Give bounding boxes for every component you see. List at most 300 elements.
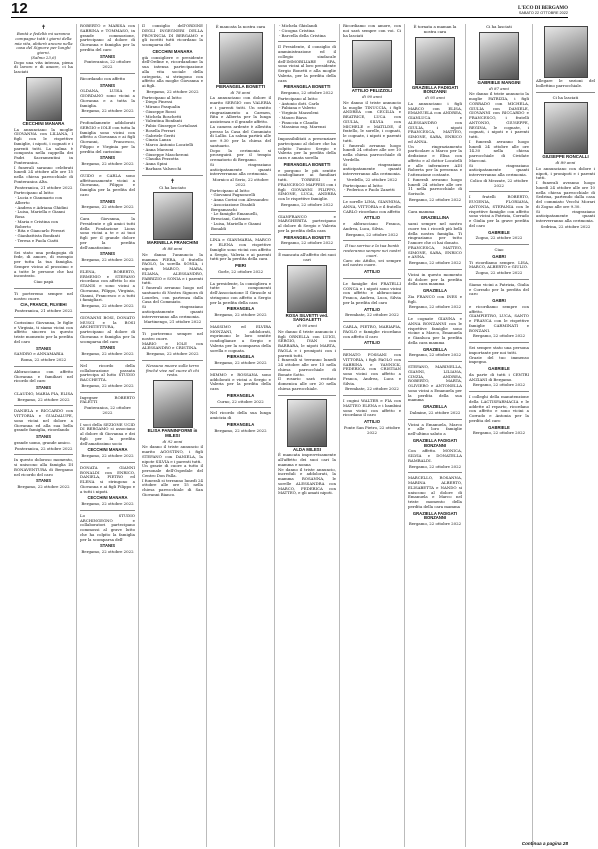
notice-text: Il consiglio dell'ORDINE DEGLI INGEGNERI DELLA PROVINCIA DI BERGAMO e gli iscritti tutti ricordano la scomparsa del [142,23,203,47]
divider [80,116,135,118]
portrait-photo [153,192,193,240]
participant: - Virginio Mazzoleni [279,110,319,115]
notice-date: Ponteranica, 22 ottobre 2022 [14,445,73,451]
deceased-short-name: ATTILIO [364,306,380,312]
deceased-short-name: GRAZIELLINA [420,215,450,221]
notice-text: Ne danno il triste annuncio, increduli e addolorati, la mamma ROSANNA, le sorelle ALESSANDRA con MARCO, FEDERICA con MATTEO, e gli amati nipoti. [278,466,336,496]
deceased-short-name: STANIS [99,543,116,549]
notice-text: Un grazie di cuore a tutto il personale dell'Ospedale del Centro Don Palla. [142,463,203,478]
participant: - Luisa, Mariella e Gianni Bonaldi [211,220,261,231]
divider [80,509,135,511]
notice-text: Caro zio Attilio, sei sempre nel nostro cuore. [343,257,401,268]
notice-date: Bergamo, 22 ottobre 2022 [408,521,462,526]
deceased-short-name: GRAZIELLA [423,404,447,409]
notice-date: Bergamo, 22 ottobre 2022 [472,333,526,339]
deceased-short-name: ATTILIO [364,215,380,221]
deceased-short-name: STANIS [99,198,116,204]
notice-text: La camera ardente è allestita presso la Casa del Commiato di Lallio. La salma partirà alle ore 9.30 per la chiesa del santuario. [210,123,271,148]
notice-intro: Ci ha lasciati [552,94,579,100]
masthead-right [518,6,568,16]
deceased-short-name: PIERANGELA [226,421,255,427]
divider [469,243,529,245]
deceased-age: di 88 anni [162,246,183,251]
participant: - Anna Marzoni [143,146,174,152]
notice-text: È mancata improvvisamente all'affetto dei suoi cari la mamma e nonna [278,452,336,467]
participant: - Giovanni Pagnoncelli [211,192,256,198]
notice-text: Impossibilitati a presenziare partecipano al dolore che ha colpito l'amico Sergio e Valeria per la perdita della cara e amata sorella [278,136,336,160]
verse: Nessuno muore sulla terra finché vive nel cuore di chi resta. [145,362,200,378]
column-1 [11,24,77,847]
notice-text: Le cognate GIANNA e ANNA BONZANNI con le rispettive famiglie sono vicine a Marco, Emanuela e Gianluca per la perdita della cara mamma [408,316,462,345]
notice-intro: Ci ha lasciato [159,184,186,190]
notice-date: Bergamo, 22 ottobre 2022 [345,231,399,237]
deceased-name: ATTILIO PELIZZOLI [351,88,393,94]
notice-date: Roma, 22 ottobre 2022 [20,357,67,362]
deceased-full-name: PIERANGELA BONETTI [283,234,331,240]
participant: - Teresa e Paola Ciatti [15,237,59,243]
notice-text: MARIO e IOLE con ALESSANDRO e CRISTINA. [142,340,203,351]
notice-signature: CIA, FRANCE, FILVIEHI [20,302,67,308]
divider [14,287,73,289]
notice-date: Bergamo, 22 ottobre 2022 [408,352,462,358]
notice-text: Nel ricordo della collaborazione passata partecipa al lutto STUDIO BACCHETTA. [80,362,135,382]
notice-date: Bergamo, 22 ottobre 2022 [408,304,462,310]
notice-date: Zogno, 22 ottobre 2022 [475,270,523,275]
participant: - Gianbattista Bonfanti [15,233,60,238]
participant: - Maria e Cristina con Roberto [15,218,59,229]
participants-list [14,196,73,244]
deceased-short-name: ATTILIO [364,340,380,346]
notice-date: Colico di Mezzate, 22 ottobre 2022 [469,177,529,188]
notice-text: Cara mamma [408,208,435,214]
participant: - Gabriele Geriti [143,132,175,138]
divider [80,391,135,393]
deceased-short-name: STANIS [99,251,116,257]
deceased-full-name: PIERANGELA BONETTI [283,161,331,167]
notice-text: Allegare le sezioni del bollettino parrocchiale. [536,78,595,88]
deceased-age: di 90 anni [297,323,317,328]
divider [210,277,271,279]
participant: - Cicogna Cristina [279,27,315,33]
participant: - Cinzia Lanza [143,137,171,143]
deceased-age: di 95 anni [425,95,445,100]
notice-date: Ponte San Pietro, 22 ottobre 2022 [343,424,401,435]
notice-date: Bergamo, 22 ottobre 2022 [81,108,134,114]
notice-text: Il Presidente, il consiglio di amministrazione ed il collegio sindacale dell'IMMOBILIARE SPA, sono vicini al loro presidente Sergio Bonetti e alla moglie Valeria, per la perdita della cara [278,44,336,83]
notice-text: Ne danno il triste annuncio il marito AGOSTINO, i figli STEFANO con DANIELA, la nipote SILVIA e i parenti tutti. [142,444,203,464]
notice-date: Bergamo, 22 ottobre 2022 [472,430,526,436]
notice-date: Bergamo, 22 ottobre 2022 [81,204,134,210]
notice-text: MIMMO e ROSSANA sono addolorati e vicini a Sergio e Valeria per la perdita della cara [210,371,271,391]
deceased-short-name: PIERANGELA [226,392,255,398]
portrait-photo [219,32,263,84]
deceased-short-name: GABRIELE [488,229,510,235]
columns [11,23,595,847]
notice-text: I funerali avranno luogo lunedì 24 ottobre alle ore 11 nella parrocchiale di Sorisole. [408,176,462,196]
notice-date: Bergamo, 22 ottobre 2022 [81,501,134,506]
participants-list [142,100,203,171]
notice-text: I funerali avranno luogo lunedì 24 ottobre alle ore 14.30 nella chiesa parrocchiale di Cividate Marconi. [469,138,529,163]
divider [210,320,271,322]
notice-text: I funerali avranno luogo lunedì 24 ottobre alle ore 10 nella chiesa parrocchiale di Sedrina, partendo dalla casa del commiato Vecchi Morari di Zogno alle ore 9.30. [536,180,595,209]
participant: - Fabiana e Valerio [279,105,316,111]
deceased-full-name: PIERANGELA BONETTI [283,84,331,90]
notice-text: Le famiglie dei FRATELLI CONCA e i nipoti sono vicini con affetto e abbracciano Franca, Andrea, Luca, Silvia per la perdita del caro [343,280,401,305]
notice-text: Sei sempre stato una persona importante per noi tutti. [469,345,529,355]
notice-date: Bergamo, 22 ottobre 2022 [280,90,334,95]
divider [469,278,529,280]
notice-date: Bergamo, 22 ottobre 2022 [81,549,134,554]
notice-text: Ne danno il triste annuncio la moglie PATRIZIA, i figli CORRADO con MICHELA, GIULIA con DANIELE, GIOVANNI con RICCARDO e FRANCESCO, i fratelli ANTONIO, GIUSEPPE, REGINA, le cognate, i cognati, i nipoti e i parenti tutti. [469,91,529,139]
deceased-short-name: GABRI [492,253,506,259]
notice-text: La presidente, la consigliera e tutte le componenti dell'Associazione Il Girasole si stringono con affetto a Sergio per la perdita della cara [210,280,271,305]
notice-text: I funerali avranno luogo lunedì 24 ottobre alle ore 10 nella chiesa parrocchiale di Verdello. [343,142,401,162]
notice-date: Gorle, 22 ottobre 2022 [217,268,264,274]
deceased-name: GABRIELE MANGINI [477,79,521,85]
deceased-short-name: STANIS [35,478,52,484]
divider [142,359,203,361]
deceased-short-name: STANIS [35,345,52,351]
divider [80,311,135,313]
notice-text: Dopo la cerimonia si proseguirà per il tempio crematorio di Bergamo. [210,147,271,162]
notice-text: Si ringraziano anticipatamente quanti interverranno alla cerimonia. [210,161,271,177]
notice-text: Lo STUDIO ARCHINGEGNO e collaboratori partecipano commossi al grave lutto che ha colpito la famiglia per la scomparsa dell' [80,512,135,542]
notice-date: Bergamo, 22 ottobre 2022 [81,351,134,356]
portrait-photo [287,399,327,447]
notice-text: Un ringraziamento particolare a Marco per la dedizione e Elisa con affetto e al dottor Locatelli e alle infermiere ADI Roberta per la presenza e l'attenzione costante. [408,143,462,177]
divider [408,471,462,473]
participant: - Valentina Bonfanti [143,118,183,124]
notice-text: Ti porteremo sempre nel nostro cuore. [142,331,203,341]
notice-text: Ciao [494,247,504,252]
verse: Bontà e fedeltà mi saranno compagne tutti i giorni della mia vita, abiterò ancora nella casa del Signore per lunghi giorni. [14,31,73,55]
divider [80,359,135,361]
portrait-photo [415,37,455,85]
portrait-photo [479,32,519,80]
divider [278,248,336,250]
notice-text: e ricordiamo sempre con affetto. [469,303,529,314]
participant: - Fabio Giuseppe Cortalozzi [143,123,198,128]
participant: - Giuseppe Mascheroni [143,151,189,157]
notice-intro: È tornata a maman la nostra cara [413,24,457,34]
divider [80,169,135,171]
deceased-age: di 87 anni [489,85,509,91]
divider [343,348,401,350]
participant: - Luisa, Mariella e Gianni Rosa [15,209,65,219]
notice-date: Ponteranica, 22 ottobre 2022 [84,405,131,415]
deceased-full-name: CECCHINI MANARA [87,447,128,453]
cross-icon: ✝ [169,177,176,185]
column-2 [77,24,139,847]
divider [343,320,401,322]
notice-text: Grazie del tuo immenso impegno. [469,354,529,365]
divider [343,394,401,396]
notice-text: I cugini WALTER e FIA con MATTEO ELENA e i bambini sono vicini con affetto e ricordano il caro [343,398,401,418]
notice-text: LINA e GIANMARIA, MARCO e ELENA con rispettive famiglie sono vicini con affetto a Sergio, Valeria e ai parenti tutti per la perdita della cara [210,237,271,262]
divider [278,394,336,396]
deceased-short-name: STANIS [99,155,116,161]
participants-heading: Partecipano al lutto: [210,187,251,193]
divider [469,390,529,392]
notice-text: Ne danno il triste annuncio la moglie TINUCCIA, i figli ANDREA con CECILIA e BEATRICE, LUCA con GIULIA, SILVIA con MICHELE e MATILDE, il fratello, le sorelle, i cognati, le cognate, i nipoti e parenti tutti. [343,99,401,143]
notice-text: FRANCESCA, MATTEO, SIMONE, SARA, ENRICO e ANNA. [408,244,462,260]
participant: - Massimo rag. Marenzi [279,124,326,130]
notice-date: Zogno, 22 ottobre 2022 [475,235,523,241]
notice-text: Si ringraziano anticipatamente quanti interverranno alla cerimonia. [536,208,595,223]
notice-intro: Ci ha lasciati [486,24,512,29]
notice-text: Corissimo Giovanna, le figlie e Virginia, ti siamo vicini con affetto sincero in questo triste momento per la perdita del caro [14,319,73,344]
deceased-name: GIUSEPPE RONCALLI [542,154,589,160]
notice-date: Bergamo, 22 ottobre 2022 [280,201,334,207]
deceased-short-name: PIERANGELA [226,354,255,360]
notice-text: Con affetto. MONICA, SILVIA e DONATELLA RAMBALDI. [408,448,462,463]
divider [80,212,135,214]
deceased-age: di 90 anni [362,94,382,99]
notice-text: CLAUDIO, MARIA PIA, ELISA [14,390,73,396]
continued-on-page: Continua a pagina 28 [521,841,568,847]
notice-date: Curno, 22 ottobre 2022 [217,398,264,404]
deceased-short-name: GRAZIELLA [423,288,447,293]
notice-date: Bergamo, 22 ottobre 2022 [280,240,334,246]
divider [80,265,135,267]
notice-text: MASSIMO ed ELVIRA MONZANI, addolorati, esprimono le loro sentite condoglianze a Sergio e Valeria per la scomparsa della sorella e cognata. [210,323,271,353]
notice-date: Bergamo, 22 ottobre 2022 [214,360,267,365]
notice-text: I soci della SEZIONE UCID DI BERGAMO si associano al dolore di Giovanna e dei figli per la perdita dell'amatissimo socio [80,421,135,446]
divider [142,327,203,329]
participant: - Federica e Paolo Zanetti [344,187,395,193]
notice-date: Verdello, 22 ottobre 2022 [346,176,398,182]
notice-text: Zia FRANCO con INES e figli. [408,293,462,304]
notice-date: Bergamo, 22 ottobre 2022 [146,351,199,356]
notice-date: Bergamo, 22 ottobre 2022 [81,257,134,262]
participant: - Anna Corini con Alessandro [211,197,269,202]
notice-intro: Ricordiamo con amore, con noi sarà sempre con voi. Ci ha lasciati [343,23,401,38]
divider [142,174,203,176]
divider [343,239,401,241]
participants-heading: Partecipano al lutto: [142,94,183,100]
divider [80,72,135,74]
deceased-short-name: STANIS [35,385,52,390]
deceased-short-name: STANIS [99,345,116,351]
issue-date: SABATO 22 OTTOBRE 2022 [518,11,568,15]
deceased-full-name: GRAZIELLA FADIGATI BONZANNI [412,510,458,521]
notice-text: Si ringraziano anticipatamente quanti interverranno alla cerimonia. [469,162,529,177]
participant: - Barbara Valsecchi [143,165,182,171]
notice-text: Sei stato una pedagogia di fede, di amore, di esempio per tutta la tua famiglia. Sempre vicino al prossimo e a tutte le persone che hai incontrato. [14,249,73,279]
deceased-age: di 89 anni [555,160,576,165]
deceased-short-name: GABRIELE [488,366,510,371]
deceased-age: di 92 anni [162,438,183,444]
notice-intro: Dopo una vita intensa, piena di lavoro e di amore, ci ha lasciati [14,59,73,74]
participant: - Michela Boschetti [143,113,182,119]
divider [278,40,336,42]
notice-date: Ponteranica, 21 ottobre 2022 [14,184,73,190]
divider [210,233,271,235]
notice-text: I funerali avranno luogo nel santuario di Nostra Signora di Lourdes, con partenza dalla Casa del Commiato. [142,285,203,305]
participants-list [210,193,271,231]
notice-text: Vicini a Emanuela, Marco e alle loro famiglie nell'ultimo saluto a [408,421,462,436]
notice-text: Ne danno il triste annuncio i figli ORNELLA con LUIGI, SERGIO, IVAN con BARBARA, le nipoti MARTA, PAOLA e i pronipoti con i parenti tutti. [278,328,336,358]
participant: - Barcella della Cristina [279,32,326,38]
participant: - Michela Ghislandi [279,23,318,28]
notice-text: e abbracciano Franca, Andrea, Luca, Silvia. [343,221,401,231]
notice-text: ROBERTO e MARISA con SABRINA e TOMMASO, in grande commozione, partecipano al dolore di Giovanna e famiglia per la perdita del caro [80,23,135,52]
divider [408,268,462,270]
participants-heading: Partecipano al lutto: [14,190,55,196]
participants-heading: Partecipano al lutto: [278,95,319,101]
notice-date: Bergamo, 22 ottobre 2022 [17,484,70,489]
participant: - Claudia Pezzotta [143,156,179,162]
deceased-short-name: GABRI [492,298,506,303]
divider [14,365,73,367]
notice-text: Il rosario sarà recitato domenica alle ore 20 nella chiesa parrocchiale. [278,376,336,391]
notice-text: La annunciano la moglie GIOVANNA con LILIANA, I figli con le rispettive famiglie, i nipoti, i cognati e i parenti tutti. La salma è composta nella cappella dei Padri Sacramentini in Ponteranica. [14,126,73,165]
notice-date: Bergamo, 22 ottobre 2022 [81,303,134,308]
notice-text: Ne danno l'annuncio la mamma PIERA, il fratello PAOLO, la sorella SONIA, i nipoti MARCO, MARA, ELIANA, ALESSANDRO, FABRIZIO e SONIA e i parenti tutti. [142,251,203,286]
notice-text: sarai sempre nel nostro cuore tra i ricordi più belli della nostra famiglia. Ti ringraziamo per tutto l'amore che ci hai donato. [408,221,462,245]
notice-text: Ingegner ROBERTO FALETTI [80,394,135,405]
divider [408,418,462,420]
divider [278,210,336,212]
notice-intro: È mancata all'affetto dei suoi cari [278,252,336,262]
participants-list [343,188,401,193]
participant: - Rita e Giancarlo Ferrari [15,228,65,234]
participant: - Pinuccia e Claudio [279,119,319,125]
notice-text: Ricordando con affetto [80,75,126,81]
portrait-photo [287,265,327,313]
divider [343,195,401,197]
notice-date: Ponteranica, 22 ottobre 2022 [84,59,131,69]
notice-text: Abbracciamo con affetto Giovanna e familiari nel ricordo del caro [14,368,73,384]
participant: - Giuseppe Rossi [143,108,176,114]
deceased-name: CECCHINI MANARA [22,120,65,126]
deceased-age: di 78 anni [230,89,251,95]
notice-text: I colleghi della manutenzione della LACTISFARMACIA e le addette al reparto, ricordano con affetto e sono vicini a Corrado e Antonia per la perdita del caro [469,394,529,423]
deceased-name: ALDA MILESI [293,446,321,452]
portrait-photo [153,380,193,428]
notice-date: Bergamo, 22 ottobre 2022 [214,427,267,433]
page-number: 12 [11,0,28,17]
notice-text: Nel ricordo della sua lunga amicizia di [210,410,271,420]
notice-date: Bergamo, 22 ottobre 2022 [214,312,267,317]
deceased-short-name: PIERANGELA [226,306,255,312]
divider [210,368,271,370]
notice-text: Ti porteremo sempre nel nostro cuore. [14,290,73,301]
notice-text: GUIDO e CARLA sono affettuosamente vicini a Giovanna, Filippo e famiglia per la perdita del caro [80,172,135,197]
deceased-full-name: GRAZIELLA FADIGATI BONZANNI [412,437,458,448]
notice-date: Dalmine, 22 ottobre 2022 [409,409,461,415]
notice-date: Bergamo, 22 ottobre 2022 [408,196,462,202]
participant: - Anna Spini [143,161,168,166]
participant: - Diego Pinessi [143,99,173,105]
notice-text: SANDRO e ANNAMARIA [14,351,64,357]
deceased-short-name: ATTILIO [364,269,380,274]
deceased-short-name: PIERI [235,263,246,268]
column-7 [405,24,466,847]
notice-text: OLDANA, LUISA e GIORDANO sono vicini a Giovanna e a tutta la famiglia. [80,88,135,108]
portrait-photo [352,40,392,88]
notice-date: Sedrina, 22 ottobre 2022 [540,223,591,229]
deceased-name: ROSA SILVETTI ved. SANGALETTI [285,312,329,323]
column-3 [139,24,207,847]
deceased-name: ELISA PANNINFORMI in MILESI [147,428,198,438]
participant: - Lucia e Gianmario con Alberto [15,195,63,205]
notice-text: GIAMPIETRO, LUCA, SANTO e FRANCA con le rispettive famiglie CARMINATI e BONZANI. [469,313,529,333]
notice-intro: È mancata la nostra cara [215,24,266,29]
portrait-photo [26,77,62,121]
divider [408,312,462,314]
notice-text: I funerali si terranno lunedì 24 ottobre alle ore 15 nella chiesa parrocchiale di San Giovanni Bianco. [142,477,203,497]
notice-date: Bergamo, 22 ottobre 2022 [472,382,526,388]
participants-list [278,24,336,38]
notice-text: e porgono le più sentite condoglianze ai familiari tutti. TORRESI e FRANCESCO MAFFEIS con i figli GIOVANNI FILIPPO, SIMONE, LUCA, ANDREA con le rispettive famiglie. [278,167,336,201]
deceased-name: GRAZIELLA FADIGATI BONZANNI [411,84,459,95]
notice-date: Mornico al Serio, 22 ottobre 2022 [212,177,269,187]
notice-text: I funerali saranno celebrati lunedì 24 ottobre alle ore 15 nella chiesa parrocchiale di Ponteranica Alta. [14,164,73,184]
participant: - Associazione Disabili Bergamaschi [211,201,256,212]
divider [408,205,462,207]
participant: - Antonio dott. Carlo [279,100,320,106]
notice-text: I funerali si terranno lunedì 24 ottobre alle ore 15 nella chiesa parrocchiale di Bonate Sotto. [278,357,336,377]
notice-date: Bergamo, 22 ottobre 2022 [408,260,462,265]
notice-date: Brembate, 22 ottobre 2022 [345,386,399,392]
notice-text: Vicini in questo momento di dolore per la perdita della cara mamma [408,271,462,287]
participant: - Mauro Biava [279,114,307,120]
notice-date: Bergamo, 22 ottobre 2022 [81,382,134,388]
divider [14,404,73,406]
notice-date: Bergamo, 22 ottobre 2022 [17,396,70,402]
notice-text: Le sorelle LINA, GIANNINA, ANNA, VITTORIA e il fratello CARLO ricordano con affetto [343,199,401,214]
notice-text: Lo annunciano con dolore i nipoti, i pronipoti e i parenti tutti. [536,165,595,181]
notice-text: Siamo vicini a Patrizia, Giulia e Corrado per la perdita del caro [469,281,529,297]
deceased-short-name: GRAZIELLA [423,346,447,352]
participant: - Rosella Ferrari [143,127,176,133]
notice-text: già consigliere e presidente dell'Ordine e, ricordandone la sua intensa partecipazione alla vita sociale della categoria, si stringono con affetto alla moglie Giovanna e ai figli. [142,54,203,88]
notice-text: DONATA e GIANNI BONALDI con ENRICO, DANIELA, PIETRO ed ELENA si stringono a Giovanna e ai figli Filippo e a tutti i nipoti. [80,464,135,494]
notice-text: Si ringraziano anticipatamente quanti interverranno alla cerimonia. [343,161,401,176]
notice-text: da parte di tutti i CENTRI ANZIANI di Bergamo. [469,371,529,382]
notice-text: La annunciano con dolore il marito SERGIO con VALERIA e i parenti tutti. Un sentito ringraziamento a Carmen, Rita e Alberta per la lunga assistenza e il grande affetto. [210,95,271,124]
notice-text: MARCELLO, ROSANNA, MARINA ALBERTO, ELISABETTA e NANDO si uniscono al dolore di Emanuela e Marco nel triste momento della perdita della cara mamma [408,475,462,509]
portrait-photo [544,26,588,78]
divider [80,418,135,420]
notice-date: Bergamo, 22 ottobre 2022 [81,161,134,166]
column-8 [466,24,533,847]
notice-date: Bergamo, 22 ottobre 2022 [146,88,199,94]
notice-signature: Ciao papà [33,279,54,284]
notice-text: Cara Giovanna, la Presidente e gli amici tutti della Fondazione Lions sono vicini a te e ai tuoi figli per il grande dolore per la perdita dell'amatissimo [80,216,135,250]
notice-text: Si ringraziano anticipatamente quanti interverranno alla cerimonia. [142,304,203,319]
participant: - Le famiglie Emanuelli, Bresciani, Cattaneo [211,211,259,221]
column-4 [207,24,275,847]
divider [278,132,336,134]
verse: Il tuo sorriso e la tua bontà resteranno sempre nei nostri cuori. [343,243,401,258]
notice-text: In questo doloroso momento, si uniscono alla famiglia DI BONAVENTURA di Bergamo nel ricordo del caro [14,457,73,477]
divider [14,453,73,455]
notice-text: GIANFRANCO e MARGHERITA partecipano al dolore di Sergio e Valeria per la perdita della cara [278,213,336,233]
participants-heading: Partecipano al lutto: [343,182,384,188]
notice-date: Ponteranica, 21 ottobre 2022 [14,308,73,313]
column-9 [533,24,598,847]
portrait-photo [544,102,588,154]
deceased-short-name: STANIS [99,53,116,59]
notice-text: Profondamente addolorati SERGIO e IOLE con tutta la famiglia sono vicini con affetto a Giovanna e ai figli Giovanni, Francesco, Filippo e Virginia per la perdita del carissimo [80,120,136,154]
notice-text: ELENA, ROBERTO, ERMENIO e STEFANO ricordano con affetto lo zio STANIS e sono vicini a Giovanna, Filippo, Virginia, Gianni, Francesco e a tutti i famigliari. [80,268,135,303]
deceased-short-name: STANIS [35,434,52,439]
deceased-name: PIERANGELA BONETTI [215,83,266,89]
newspaper-name: L'ECO DI BERGAMO [517,5,568,11]
notice-date: Brembate, 22 ottobre 2022 [345,312,399,318]
